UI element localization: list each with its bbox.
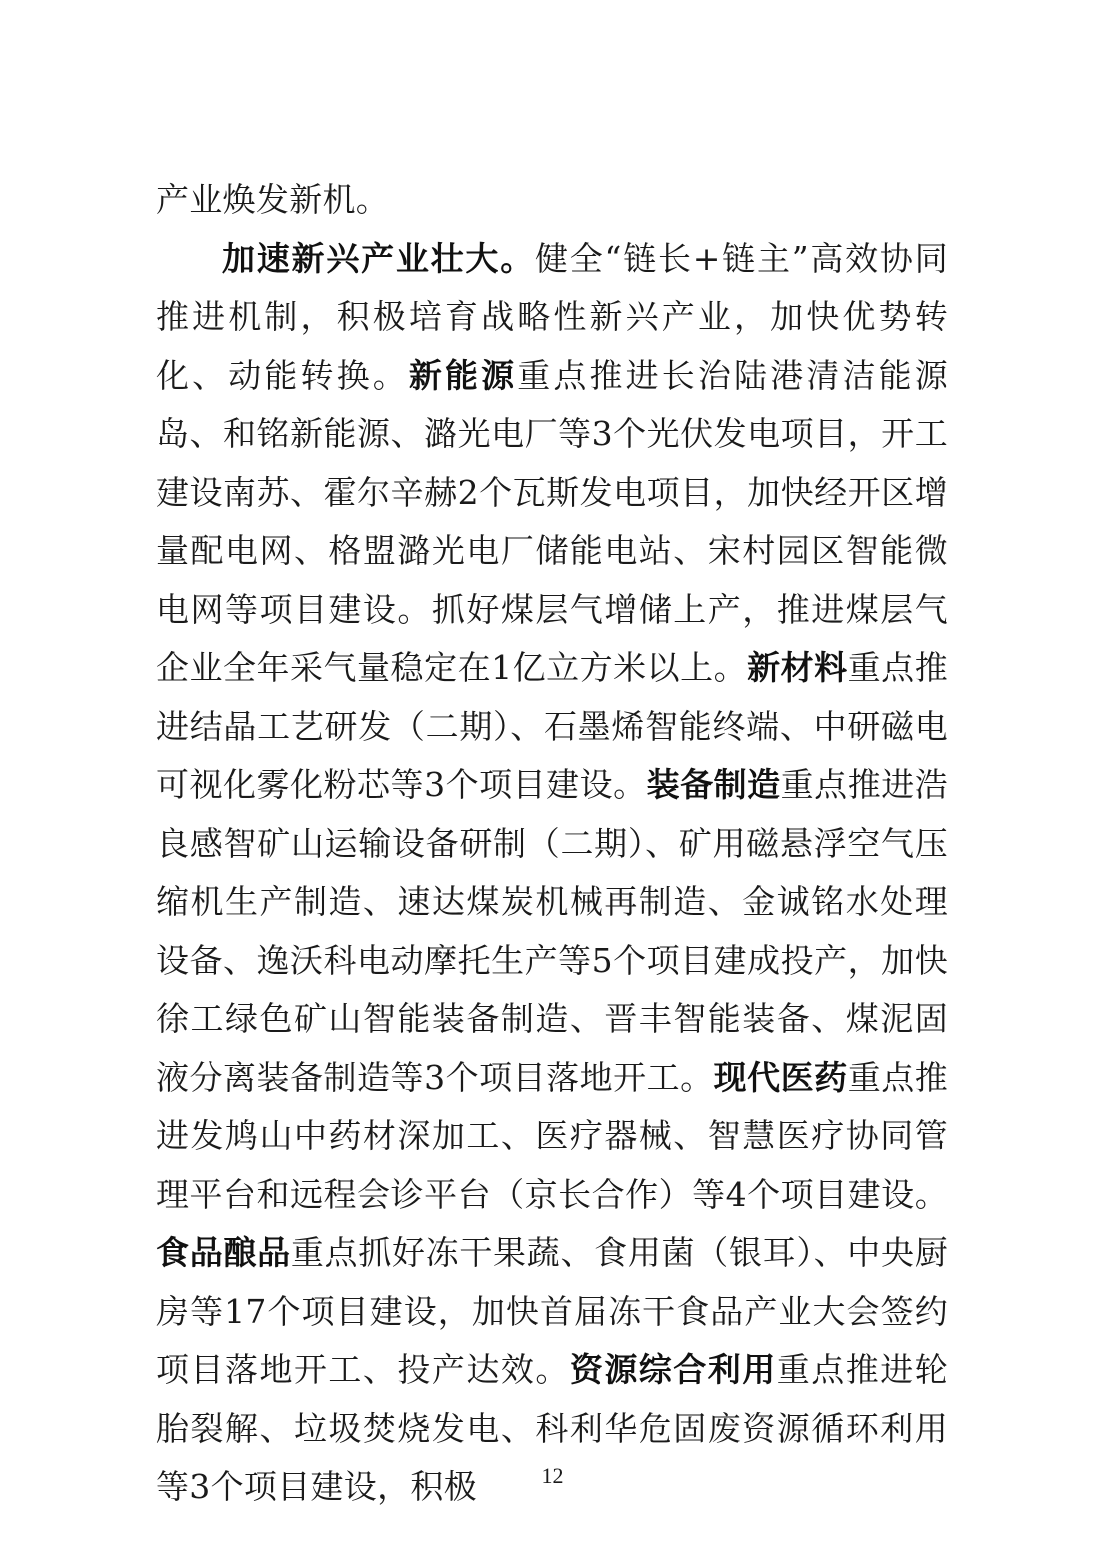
paragraph-continuation bbox=[156, 171, 948, 230]
section-label-resource-utilization: 资源综合利用 bbox=[569, 1350, 777, 1389]
section-label-modern-medicine: 现代医药 bbox=[713, 1057, 848, 1097]
section-text-modern-medicine: 重点推进发鸠山中药材深加工、医疗器械、智慧医疗协同管理平台和远程会诊平台（京长合作）等4个项目建设。 bbox=[156, 1057, 949, 1214]
section-text-equipment-manufacturing: 重点推进浩良感智矿山运输设备研制（二期）、矿用磁悬浮空气压缩机生产制造、速达煤炭机械再制造、金诚铭水处理设备、逸沃科电动摩托生产等5个项目建成投产，加快徐工绿色矿山智能装备制造、晋丰智能装备、煤泥固液分离装备制造等3个项目落地开工。 bbox=[156, 765, 949, 1097]
paragraph-emerging-industries bbox=[156, 230, 948, 1517]
section-text-food-brewing: 重点抓好冻干果蔬、食用菌（银耳）、中央厨房等17个项目建设，加快首届冻干食品产业大会签约项目落地开工、投产达效。 bbox=[156, 1233, 949, 1389]
body-text bbox=[156, 171, 948, 1517]
section-text-resource-utilization: 重点推进轮胎裂解、垃圾焚烧发电、科利华危固废资源循环利用等3个项目建设，积极 bbox=[156, 1350, 948, 1506]
section-text-new-energy: 重点推进长治陆港清洁能源岛、和铭新能源、潞光电厂等3个光伏发电项目，开工建设南苏、霍尔辛赫2个瓦斯发电项目，加快经开区增量配电网、格盟潞光电厂储能电站、宋村园区智能微电网等项目建设。抓好煤层气增储上产，推进煤层气企业全年采气量稳定在1亿立方米以上。 bbox=[156, 355, 948, 687]
section-label-equipment-manufacturing: 装备制造 bbox=[646, 765, 781, 804]
section-text-new-materials: 重点推进结晶工艺研发（二期）、石墨烯智能终端、中研磁电可视化雾化粉芯等3个项目建设。 bbox=[156, 648, 948, 804]
paragraph-1-text: 产业焕发新机。 bbox=[156, 180, 390, 219]
section-label-new-materials: 新材料 bbox=[747, 648, 848, 687]
section-label-new-energy: 新能源 bbox=[408, 355, 518, 395]
section-label-food-brewing: 食品酿品 bbox=[156, 1233, 291, 1272]
page-number: 12 bbox=[541, 1463, 564, 1488]
paragraph-intro: 健全“链长+链主”高效协同推进机制，积极培育战略性新兴产业，加快优势转化、动能转换。 bbox=[156, 238, 949, 395]
paragraph-heading: 加速新兴产业壮大。 bbox=[222, 238, 535, 278]
